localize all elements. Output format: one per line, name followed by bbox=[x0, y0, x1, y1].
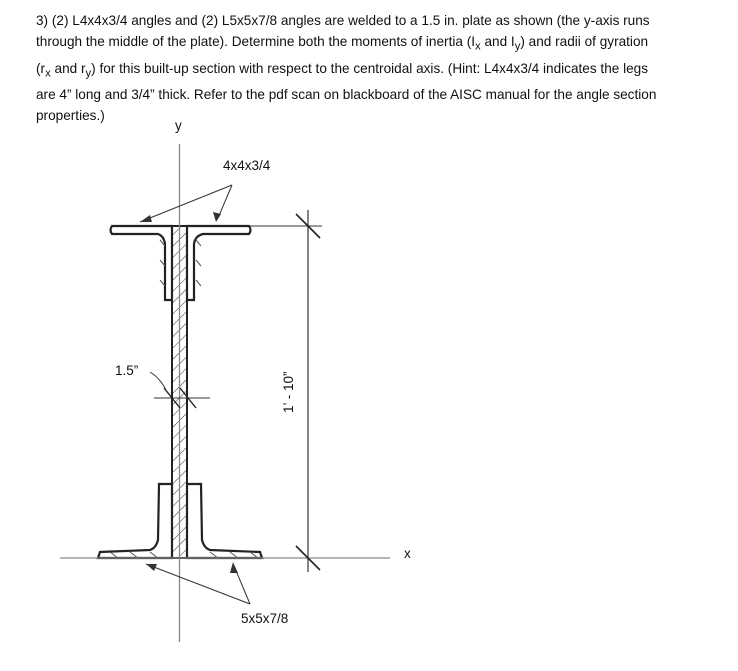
problem-line-1: 3) (2) L4x4x3/4 angles and (2) L5x5x7/8 angles are welded to a 1.5 in. plate as shown (the y-axis runs bbox=[36, 13, 650, 28]
plate-thickness-leader bbox=[150, 372, 166, 390]
top-angle-label: 4x4x3/4 bbox=[223, 158, 271, 173]
top-leader-left-arrow bbox=[140, 215, 152, 222]
bottom-leader-left-arrow bbox=[146, 564, 157, 571]
problem-line-5: properties.) bbox=[36, 108, 105, 124]
plate-thickness-label: 1.5” bbox=[115, 363, 139, 378]
bottom-right-angle bbox=[187, 484, 262, 558]
bottom-left-angle bbox=[98, 484, 172, 558]
problem-line-4: are 4” long and 3/4” thick. Refer to the pdf scan on blackboard of the AISC manual for the angle section bbox=[36, 87, 657, 103]
problem-line-3: ($r_x$ and $r_y$) for this built-up section with respect to the centroidal axis. (Hint: L4x4x3/4 indicates the legs bbox=[36, 60, 649, 80]
y-axis-label: y bbox=[175, 118, 182, 133]
problem-line-2: through the middle of the plate). Determine both the moments of inertia ($I_x$ and $I_y$) and radii of gyration bbox=[36, 34, 649, 53]
bottom-angle-label: 5x5x7/8 bbox=[241, 611, 289, 626]
height-dimension-label: 1’ - 10” bbox=[281, 371, 296, 413]
top-right-angle bbox=[187, 226, 251, 300]
x-axis-label: x bbox=[404, 546, 411, 561]
bottom-leader-right-arrow bbox=[230, 562, 238, 573]
